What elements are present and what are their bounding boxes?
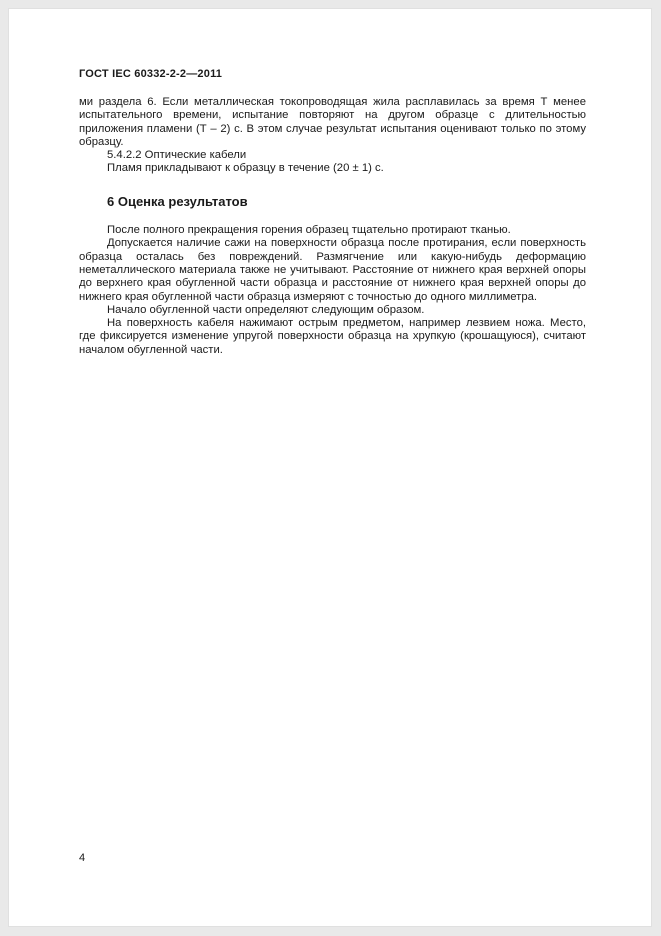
document-page bbox=[8, 8, 652, 927]
section-heading: 6 Оценка результатов bbox=[107, 193, 248, 209]
document-standard-code: ГОСТ IEC 60332-2-2—2011 bbox=[79, 68, 223, 80]
paragraph-clause-title: 5.4.2.2 Оптические кабели bbox=[107, 149, 247, 162]
document-content bbox=[79, 96, 586, 357]
page-number: 4 bbox=[79, 852, 86, 864]
paragraph: Начало обугленной части определяют следующим образом. bbox=[107, 303, 425, 316]
paragraph: На поверхность кабеля нажимают острым предметом, например лезвием ножа. Место, где фиксируется изменение упругой поверхности образца на хрупкую (крошащуюся), считают началом обугленной части. bbox=[79, 317, 586, 356]
paragraph: Допускается наличие сажи на поверхности образца после протирания, если поверхность образца осталась без повреждений. Размягчение или какую-нибудь деформацию неметаллического материала также не учитывают. Расстояние от нижнего края верхней опоры до верхнего края обугленной части образца и расстояние от нижнего края верхней опоры до нижнего края обугленной части образца измеряют с точностью до одного миллиметра. bbox=[79, 237, 586, 303]
paragraph-continuation: ми раздела 6. Если металлическая токопроводящая жила расплавилась за время Т менее испытательного времени, испытание повторяют на другом образце с длительностью приложения пламени (Т – 2) с. В этом случае результат испытания оценивают только по этому образцу. bbox=[79, 96, 586, 148]
paragraph: После полного прекращения горения образец тщательно протирают тканью. bbox=[107, 224, 511, 237]
paragraph: Пламя прикладывают к образцу в течение (20 ± 1) с. bbox=[107, 162, 384, 175]
